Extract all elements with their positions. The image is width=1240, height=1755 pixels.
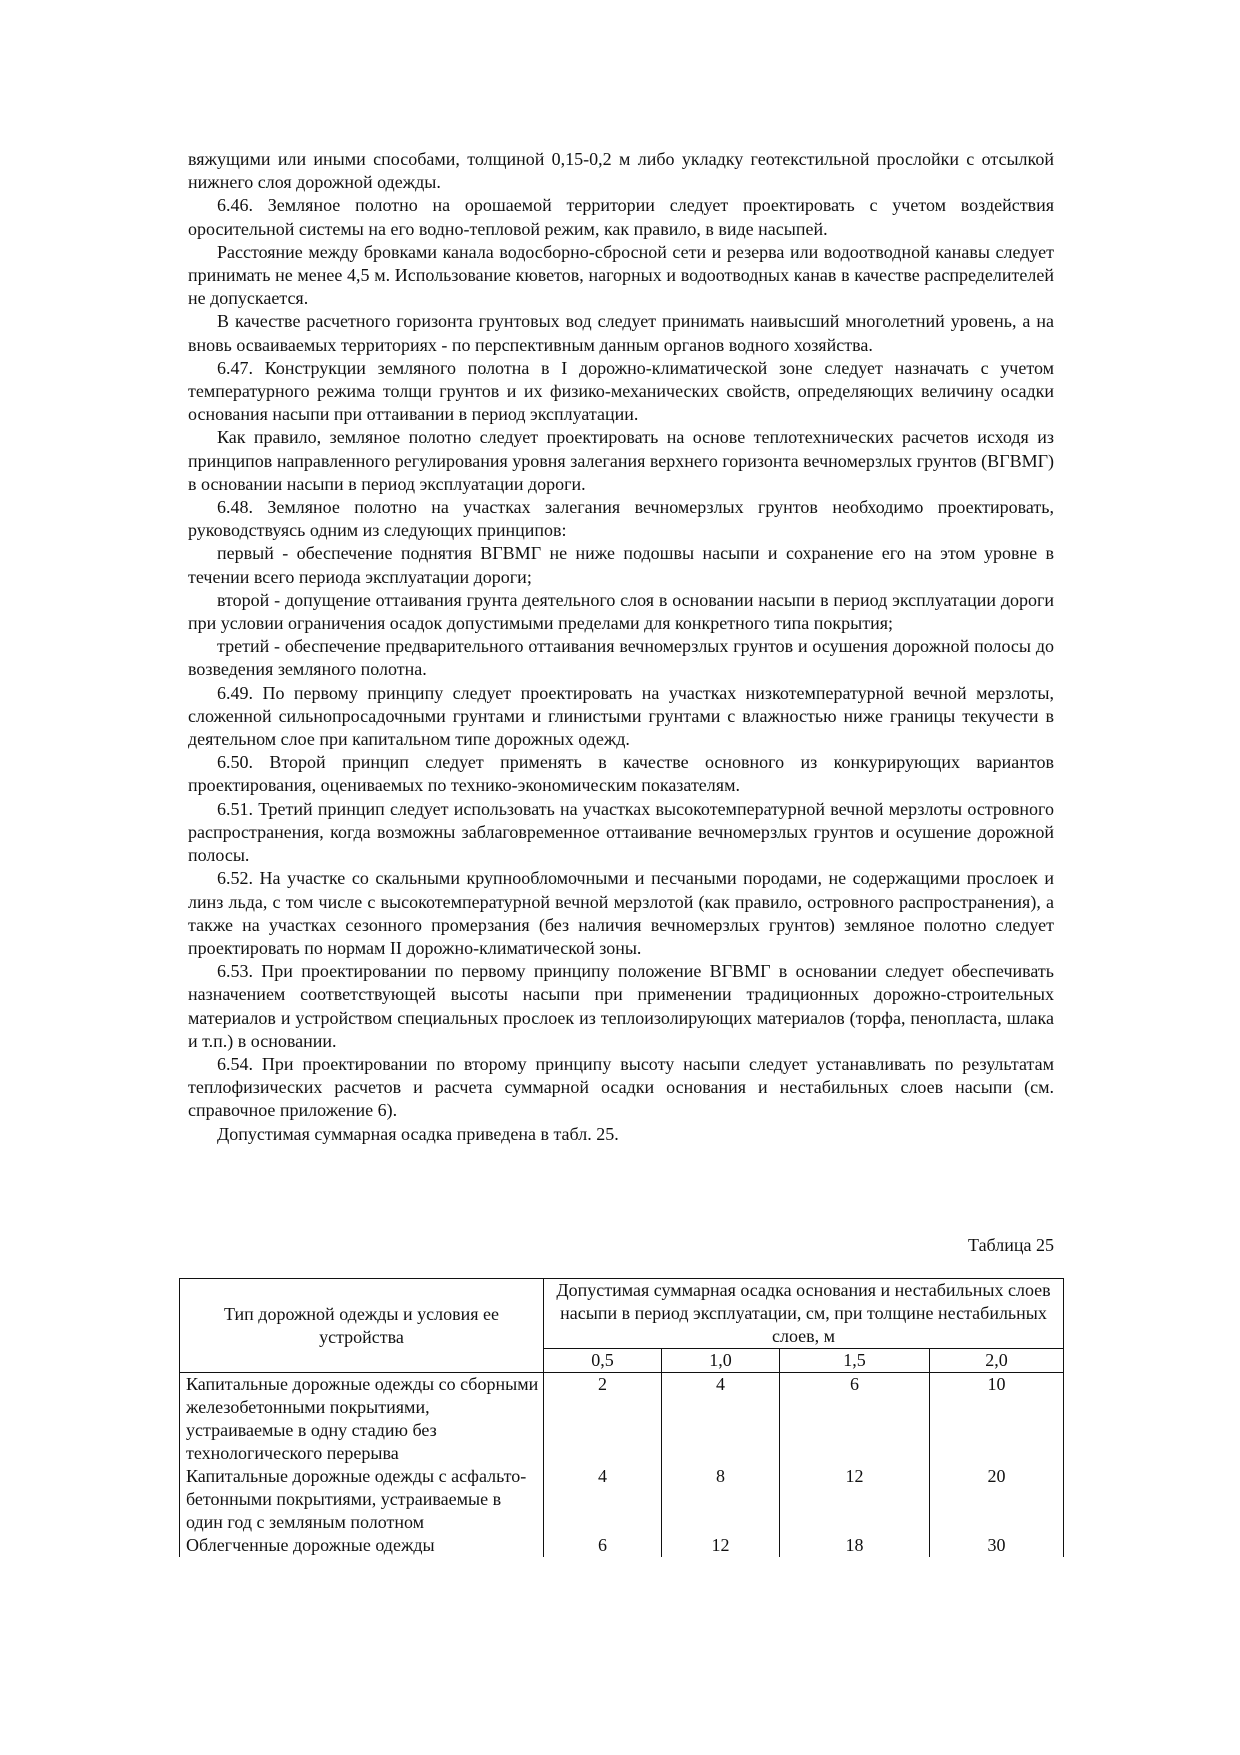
paragraph: второй - допущение оттаивания грунта деятельного слоя в основании насыпи в период эксплуатации дороги при условии ограничения осадок допустимыми пределами для конкретного типа покрытия; [188,589,1054,634]
table-header-row [180,1279,1064,1349]
document-body [188,148,1054,1146]
settlement-table [179,1278,1064,1557]
pavement-type-cell: Капитальные дорожные одежды со сборными железобетонными покрытиями, устраиваемые в одну стадию без технологического перерыва [180,1373,544,1466]
paragraph: В качестве расчетного горизонта грунтовых вод следует принимать наивысший многолетний уровень, а на вновь осваиваемых территориях - по перспективным данным органов водного хозяйства. [188,311,1054,355]
paragraph: вяжущими или иными способами, толщиной 0,15-0,2 м либо укладку геотекстильной прослойки с отсылкой нижнего слоя дорожной одежды. [188,149,1054,193]
value-cell: 12 [780,1465,930,1534]
paragraph: 6.46. Земляное полотно на орошаемой территории следует проектировать с учетом воздействия оросительной системы на его водно-тепловой режим, как правило, в виде насыпей. [188,195,1054,239]
value-cell: 6 [780,1373,930,1466]
value-cell: 12 [662,1534,780,1557]
value-cell: 2 [544,1373,662,1466]
value-cell: 4 [544,1465,662,1534]
table-row [180,1373,1064,1466]
table-row [180,1465,1064,1534]
value-cell: 20 [930,1465,1064,1534]
paragraph: Расстояние между бровками канала водосборно-сбросной сети и резерва или водоотводной канавы следует принимать не менее 4,5 м. Использование кюветов, нагорных и водоотводных канав в качестве распределителей не допускается. [188,241,1054,309]
paragraph: первый - обеспечение поднятия ВГВМГ не ниже подошвы насыпи и сохранение его на этом уровне в течении всего периода эксплуатации дороги; [188,543,1054,587]
paragraph: 6.47. Конструкции земляного полотна в I дорожно-климатической зоне следует назначать с учетом температурного режима толщи грунтов и их физико-механических свойств, определяющих величину осадки основания насыпи при оттаивании в период эксплуатации. [188,357,1054,425]
pavement-type-cell: Облегченные дорожные одежды [180,1534,544,1557]
value-cell: 6 [544,1534,662,1557]
header-allowed-settlement: Допустимая суммарная осадка основания и нестабильных слоев насыпи в период эксплуатации, см, при толщине нестабильных слоев, м [544,1279,1064,1349]
thickness-cell: 1,0 [662,1349,780,1373]
value-cell: 18 [780,1534,930,1557]
paragraph: 6.48. Земляное полотно на участках залегания вечномерзлых грунтов необходимо проектировать, руководствуясь одним из следующих принципов: [188,497,1054,541]
paragraph: 6.51. Третий принцип следует использовать на участках высокотемпературной вечной мерзлоты островного распространения, когда возможны заблаговременное оттаивание вечномерзлых грунтов и осушение дорожной полосы. [188,798,1054,866]
value-cell: 8 [662,1465,780,1534]
thickness-cell: 2,0 [930,1349,1064,1373]
paragraph: 6.49. По первому принципу следует проектировать на участках низкотемпературной вечной мерзлоты, сложенной сильнопросадочными грунтами и глинистыми грунтами с влажностью ниже границы текучести в деятельном слое при капитальном типе дорожных одежд. [188,682,1054,750]
thickness-cell: 1,5 [780,1349,930,1373]
table-caption: Таблица 25 [968,1235,1054,1255]
value-cell: 4 [662,1373,780,1466]
paragraph: Допустимая суммарная осадка приведена в табл. 25. [217,1123,619,1144]
paragraph: Как правило, земляное полотно следует проектировать на основе теплотехнических расчетов исходя из принципов направленного регулирования уровня залегания верхнего горизонта вечномерзлых грунтов (ВГВМГ) в основании насыпи в период эксплуатации дороги. [188,427,1054,494]
value-cell: 10 [930,1373,1064,1466]
paragraph: 6.54. При проектировании по второму принципу высоту насыпи следует устанавливать по результатам теплофизических расчетов и расчета суммарной осадки основания и нестабильных слоев насыпи (см. справочное приложение 6). [188,1053,1054,1121]
thickness-cell: 0,5 [544,1349,662,1373]
paragraph: 6.52. На участке со скальными крупнообломочными и песчаными породами, не содержащими прослоек и линз льда, с том числе с высокотемпературной вечной мерзлотой (как правило, островного распространения), а также на участках сезонного промерзания (без наличия вечномерзлых грунтов) земляное полотно следует проектировать по нормам II дорожно-климатической зоны. [188,868,1054,958]
paragraph: 6.53. При проектировании по первому принципу положение ВГВМГ в основании следует обеспечивать назначением соответствующей высоты насыпи при применении традиционных дорожно-строительных материалов и устройством специальных прослоек из теплоизолирующих материалов (торфа, пенопласта, шлака и т.п.) в основании. [188,961,1054,1051]
pavement-type-cell: Капитальные дорожные одежды с асфальто-бетонными покрытиями, устраиваемые в один год с земляным полотном [180,1465,544,1534]
table-row [180,1534,1064,1557]
header-pavement-type: Тип дорожной одежды и условия ее устройства [180,1279,544,1373]
value-cell: 30 [930,1534,1064,1557]
paragraph: 6.50. Второй принцип следует применять в качестве основного из конкурирующих вариантов проектирования, оцениваемых по технико-экономическим показателям. [188,752,1054,796]
paragraph: третий - обеспечение предварительного оттаивания вечномерзлых грунтов и осушения дорожной полосы до возведения земляного полотна. [188,636,1054,680]
